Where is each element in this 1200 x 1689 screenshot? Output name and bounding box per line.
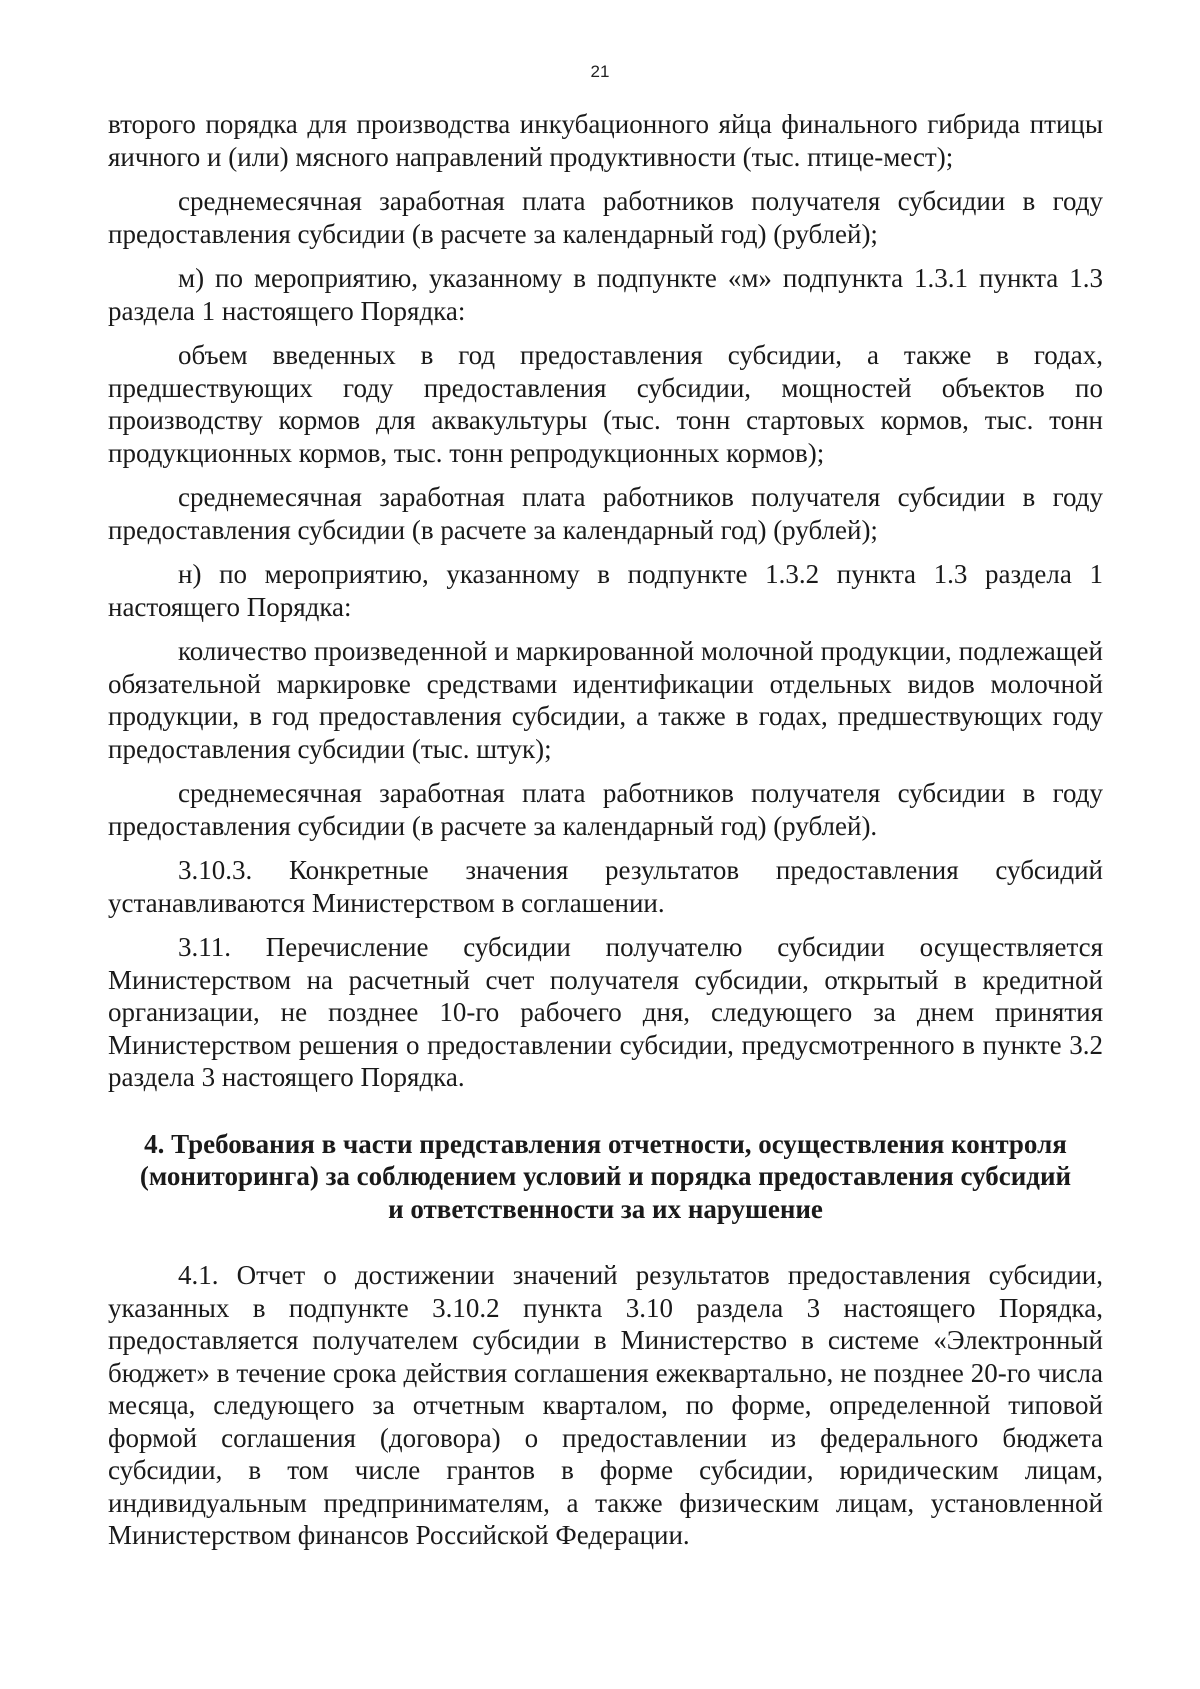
document-body [108, 108, 1103, 1552]
paragraph-item-n: н) по мероприятию, указанному в подпункте 1.3.2 пункта 1.3 раздела 1 настоящего Порядка: [108, 559, 1103, 622]
section-heading-line: (мониторинга) за соблюдением условий и порядка предоставления субсидий [139, 1161, 1072, 1191]
paragraph-3-11: 3.11. Перечисление субсидии получателю субсидии осуществляется Министерством на расчетный счет получателя субсидии, открытый в кредитной организации, не позднее 10-го рабочего дня, следующего за днем принятия Министерством решения о предоставлении субсидии, предусмотренного в пункте 3.2 раздела 3 настоящего Порядка. [108, 932, 1103, 1092]
paragraph: среднемесячная заработная плата работников получателя субсидии в году предоставления субсидии (в расчете за календарный год) (рублей); [108, 482, 1103, 545]
section-heading-line: 4. Требования в части представления отчетности, осуществления контроля [144, 1128, 1067, 1159]
page-number: 21 [590, 62, 610, 81]
paragraph-continuation: второго порядка для производства инкубационного яйца финального гибрида птицы яичного и (или) мясного направлений продуктивности (тыс. птице-мест); [108, 109, 1103, 172]
paragraph-3-10-3: 3.10.3. Конкретные значения результатов предоставления субсидий устанавливаются Министерством в соглашении. [108, 855, 1103, 918]
section-heading-line: и ответственности за их нарушение [388, 1193, 823, 1224]
paragraph-item-m: м) по мероприятию, указанному в подпункте «м» подпункта 1.3.1 пункта 1.3 раздела 1 настоящего Порядка: [108, 263, 1103, 326]
paragraph-4-1: 4.1. Отчет о достижении значений результатов предоставления субсидии, указанных в подпункте 3.10.2 пункта 3.10 раздела 3 настоящего Порядка, предоставляется получателем субсидии в Министерство в системе «Электронный бюджет» в течение срока действия соглашения ежеквартально, не позднее 20-го числа месяца, следующего за отчетным кварталом, по форме, определенной типовой формой соглашения (договора) о предоставлении из федерального бюджета субсидии, в том числе грантов в форме субсидии, юридическим лицам, индивидуальным предпринимателям, а также физическим лицам, установленной Министерством финансов Российской Федерации. [108, 1260, 1103, 1550]
paragraph: объем введенных в год предоставления субсидии, а также в годах, предшествующих году предоставления субсидии, мощностей объектов по производству кормов для аквакультуры (тыс. тонн стартовых кормов, тыс. тонн продукционных кормов, тыс. тонн репродукционных кормов); [108, 340, 1103, 468]
paragraph: среднемесячная заработная плата работников получателя субсидии в году предоставления субсидии (в расчете за календарный год) (рублей); [108, 186, 1103, 249]
section-heading [108, 1128, 1103, 1226]
paragraph: среднемесячная заработная плата работников получателя субсидии в году предоставления субсидии (в расчете за календарный год) (рублей). [108, 778, 1103, 841]
paragraph: количество произведенной и маркированной молочной продукции, подлежащей обязательной маркировке средствами идентификации отдельных видов молочной продукции, в год предоставления субсидии, а также в годах, предшествующих году предоставления субсидии (тыс. штук); [108, 636, 1103, 764]
